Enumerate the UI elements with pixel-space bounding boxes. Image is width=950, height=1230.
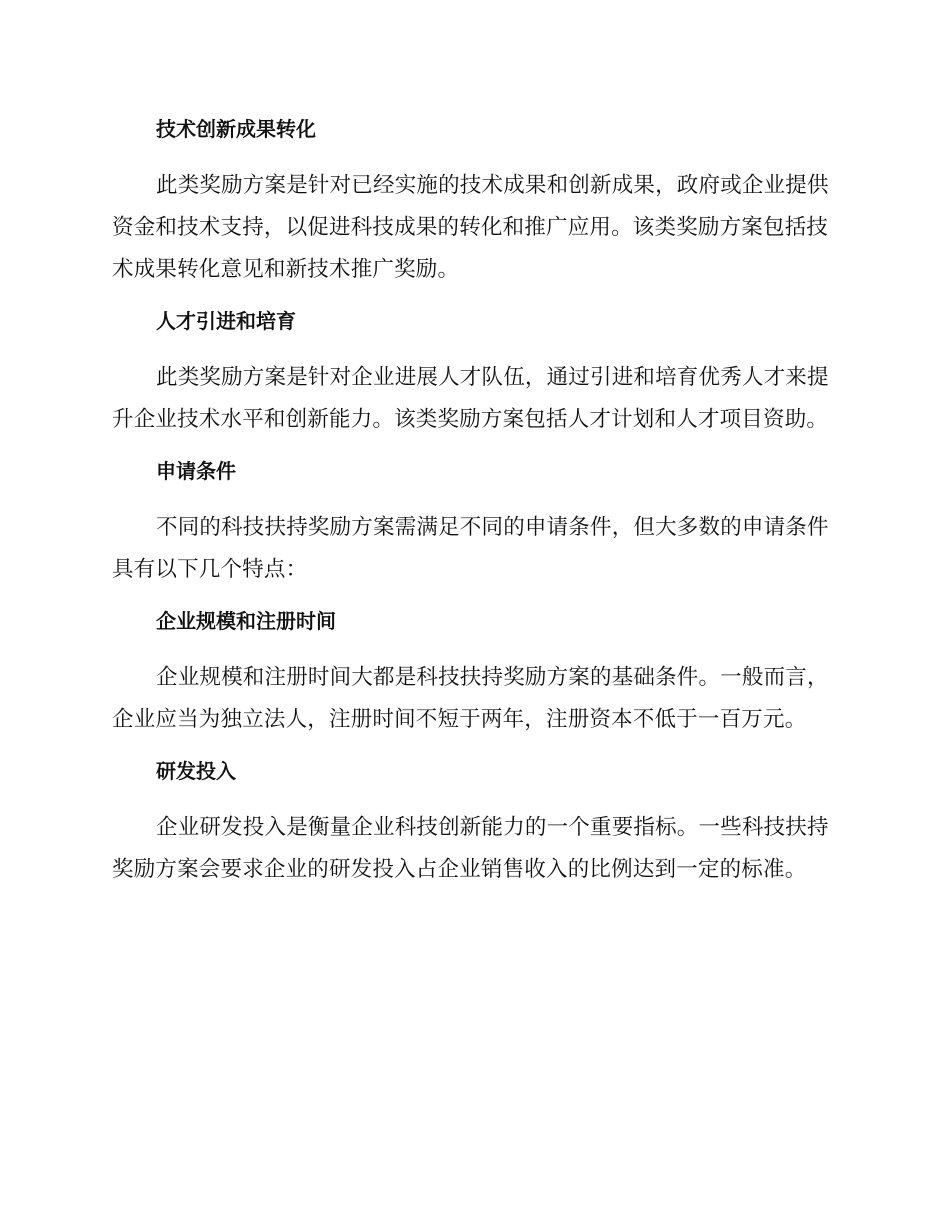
paragraph-line: 此类奖励方案是针对已经实施的技术成果和创新成果，政府或企业提供	[156, 173, 829, 198]
paragraph-line: 具有以下几个特点：	[112, 557, 308, 582]
section-heading: 技术创新成果转化	[156, 117, 316, 141]
section-heading: 研发投入	[156, 759, 236, 783]
section-paragraph	[112, 357, 832, 441]
paragraph-line: 企业应当为独立法人，注册时间不短于两年，注册资本不低于一百万元。	[112, 707, 807, 732]
paragraph-line: 企业规模和注册时间大都是科技扶持奖励方案的基础条件。一般而言，	[156, 665, 829, 690]
paragraph-line: 升企业技术水平和创新能力。该类奖励方案包括人才计划和人才项目资助。	[112, 407, 829, 432]
paragraph-line: 资金和技术支持，以促进科技成果的转化和推广应用。该类奖励方案包括技	[112, 215, 829, 240]
document-page	[112, 112, 832, 904]
section-paragraph	[112, 657, 832, 741]
paragraph-line: 此类奖励方案是针对企业进展人才队伍，通过引进和培育优秀人才来提	[156, 365, 829, 390]
paragraph-line: 术成果转化意见和新技术推广奖励。	[112, 257, 460, 282]
paragraph-line: 奖励方案会要求企业的研发投入占企业销售收入的比例达到一定的标准。	[112, 857, 807, 882]
section-heading: 申请条件	[156, 459, 236, 483]
paragraph-line: 不同的科技扶持奖励方案需满足不同的申请条件，但大多数的申请条件	[156, 515, 829, 540]
section-paragraph	[112, 165, 832, 291]
section-paragraph	[112, 507, 832, 591]
paragraph-line: 企业研发投入是衡量企业科技创新能力的一个重要指标。一些科技扶持	[156, 815, 829, 840]
section-paragraph	[112, 807, 832, 891]
section-heading: 企业规模和注册时间	[156, 609, 336, 633]
section-heading: 人才引进和培育	[156, 309, 296, 333]
